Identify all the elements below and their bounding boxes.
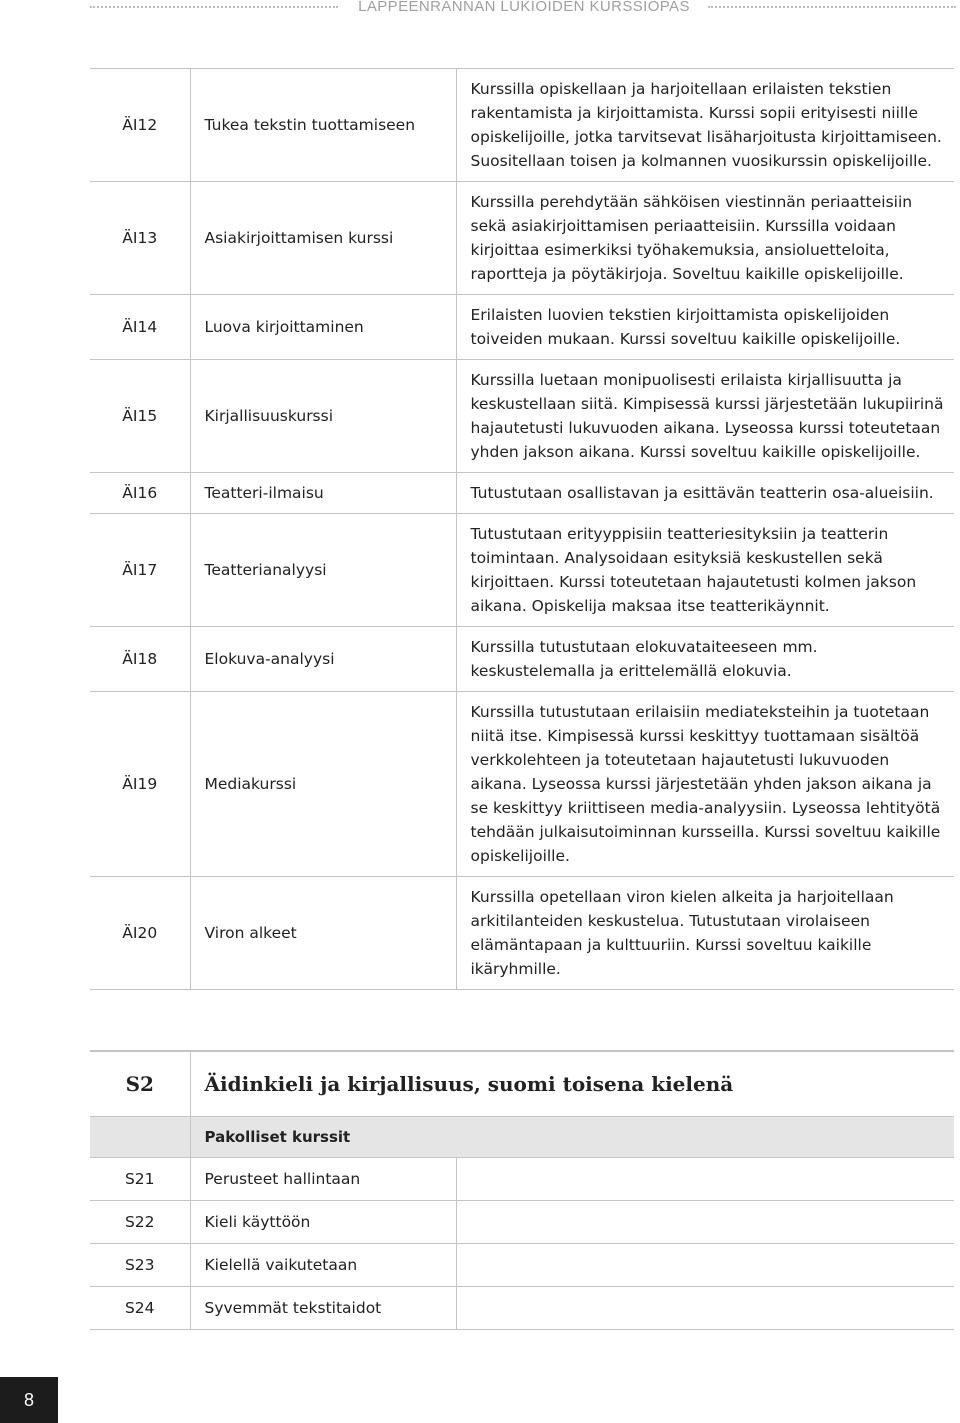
table-row [90, 627, 954, 692]
course-name: Perusteet hallintaan [190, 1158, 456, 1201]
course-code: ÄI13 [90, 182, 190, 295]
table-row [90, 473, 954, 514]
course-code: ÄI15 [90, 360, 190, 473]
course-code: S21 [90, 1158, 190, 1201]
course-description: Kurssilla tutustutaan elokuvataiteeseen mm. keskustelemalla ja erittelemällä elokuvia. [456, 627, 954, 692]
table-row [90, 1158, 954, 1201]
course-name: Syvemmät tekstitaidot [190, 1287, 456, 1330]
course-name: Mediakurssi [190, 692, 456, 877]
section-title: Äidinkieli ja kirjallisuus, suomi toisena kielenä [190, 1051, 954, 1117]
course-code: ÄI12 [90, 69, 190, 182]
course-description: Kurssilla opiskellaan ja harjoitellaan erilaisten tekstien rakentamista ja kirjoittamista. Kurssi sopii erityisesti niille opiskelijoille, jotka tarvitsevat lisäharjoitusta kirjoittamiseen. Suositellaan toisen ja kolmannen vuosikurssin opiskelijoille. [456, 69, 954, 182]
course-code: ÄI19 [90, 692, 190, 877]
course-description-empty [456, 1244, 954, 1287]
course-table [90, 68, 954, 990]
course-name: Teatterianalyysi [190, 514, 456, 627]
header-dotted-rule-right [708, 6, 956, 8]
table-row [90, 69, 954, 182]
table-row [90, 1201, 954, 1244]
course-description-empty [456, 1158, 954, 1201]
header-title: LAPPEENRANNAN LUKIOIDEN KURSSIOPAS [358, 0, 690, 15]
page-number: 8 [0, 1377, 58, 1423]
course-description: Kurssilla tutustutaan erilaisiin mediateksteihin ja tuotetaan niitä itse. Kimpisessä kurssi keskittyy tuottamaan sisältöä verkkolehteen ja toteutetaan hajautetusti lukuvuoden aikana. Lyseossa kurssi järjestetään yhden jakson aikana ja se keskittyy kriittiseen media-analyysiin. Lyseossa lehtityötä tehdään julkaisutoiminnan kursseilla. Kurssi soveltuu kaikille opiskelijoille. [456, 692, 954, 877]
table-row [90, 182, 954, 295]
table-row [90, 514, 954, 627]
course-code: S23 [90, 1244, 190, 1287]
section-code: S2 [90, 1051, 190, 1117]
course-description-empty [456, 1201, 954, 1244]
course-description: Tutustutaan erityyppisiin teatteriesityksiin ja teatterin toimintaan. Analysoidaan esityksiä keskustellen sekä kirjoittaen. Kurssi toteutetaan hajautetusti kolmen jakson aikana. Opiskelija maksaa itse teatterikäynnit. [456, 514, 954, 627]
subheading-row [90, 1117, 954, 1158]
course-name: Asiakirjoittamisen kurssi [190, 182, 456, 295]
subheading-spacer [90, 1117, 190, 1158]
course-name: Kirjallisuuskurssi [190, 360, 456, 473]
course-code: ÄI17 [90, 514, 190, 627]
table-row [90, 1287, 954, 1330]
table-row [90, 692, 954, 877]
section-s2-table [90, 1050, 954, 1330]
course-name: Viron alkeet [190, 877, 456, 990]
course-code: S22 [90, 1201, 190, 1244]
course-name: Luova kirjoittaminen [190, 295, 456, 360]
course-name: Elokuva-analyysi [190, 627, 456, 692]
table-row [90, 360, 954, 473]
course-code: ÄI20 [90, 877, 190, 990]
course-code: S24 [90, 1287, 190, 1330]
table-row [90, 877, 954, 990]
course-description: Kurssilla opetellaan viron kielen alkeita ja harjoitellaan arkitilanteiden keskustelua. Tutustutaan virolaiseen elämäntapaan ja kulttuuriin. Kurssi soveltuu kaikille ikäryhmille. [456, 877, 954, 990]
course-code: ÄI16 [90, 473, 190, 514]
subheading-label: Pakolliset kurssit [190, 1117, 954, 1158]
course-name: Kieli käyttöön [190, 1201, 456, 1244]
course-name: Tukea tekstin tuottamiseen [190, 69, 456, 182]
course-description: Tutustutaan osallistavan ja esittävän teatterin osa-alueisiin. [456, 473, 954, 514]
section-heading-row [90, 1051, 954, 1117]
course-description: Kurssilla perehdytään sähköisen viestinnän periaatteisiin sekä asiakirjoittamisen periaatteisiin. Kurssilla voidaan kirjoittaa esimerkiksi työhakemuksia, ansioluetteloita, raportteja ja pöytäkirjoja. Soveltuu kaikille opiskelijoille. [456, 182, 954, 295]
course-description: Erilaisten luovien tekstien kirjoittamista opiskelijoiden toiveiden mukaan. Kurssi soveltuu kaikille opiskelijoille. [456, 295, 954, 360]
course-code: ÄI18 [90, 627, 190, 692]
table-row [90, 295, 954, 360]
page-header [0, 0, 960, 16]
course-code: ÄI14 [90, 295, 190, 360]
course-description-empty [456, 1287, 954, 1330]
table-row [90, 1244, 954, 1287]
course-name: Kielellä vaikutetaan [190, 1244, 456, 1287]
course-description: Kurssilla luetaan monipuolisesti erilaista kirjallisuutta ja keskustellaan siitä. Kimpisessä kurssi järjestetään lukupiirinä hajautetusti lukuvuoden aikana. Lyseossa kurssi toteutetaan yhden jakson aikana. Kurssi soveltuu kaikille opiskelijoille. [456, 360, 954, 473]
header-dotted-rule-left [90, 6, 338, 8]
course-name: Teatteri-ilmaisu [190, 473, 456, 514]
